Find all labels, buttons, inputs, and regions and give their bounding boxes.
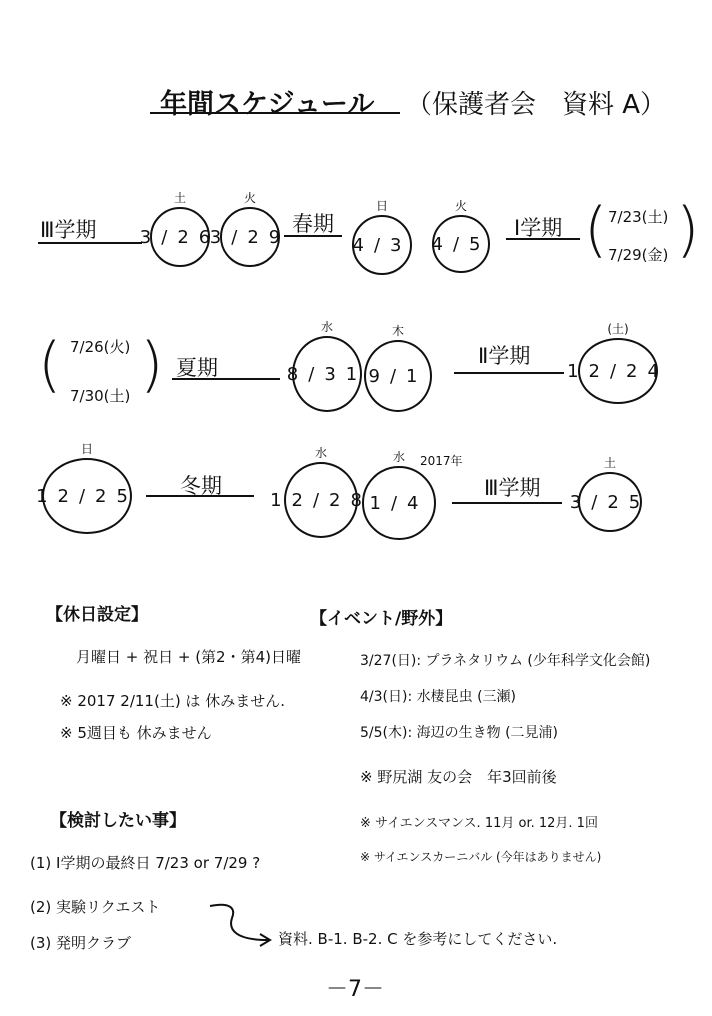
date-value: 4/3 (352, 234, 412, 256)
reference-note: 資料. B-1. B-2. C を参考にしてください. (278, 930, 558, 948)
discussion-heading: 【検討したい事】 (50, 811, 186, 831)
term-label: 夏期 (176, 356, 218, 380)
date-circle (209, 191, 291, 267)
discussion-item: (3) 発明クラブ (30, 934, 132, 952)
date-circle (431, 199, 491, 273)
event-item: 3/27(日): プラネタリウム (少年科学文化会館) (360, 653, 651, 669)
date-value: 3/25 (569, 491, 651, 513)
range-paren-right: ) (676, 195, 700, 265)
page-title: 年間スケジュール (160, 89, 375, 120)
date-circle (139, 191, 221, 267)
term-line (454, 372, 564, 374)
date-value: 1/4 (369, 492, 429, 514)
term-line (506, 238, 580, 240)
year-note: 2017年 (420, 454, 463, 468)
date-circle (362, 450, 436, 540)
weekday-label: 水 (320, 320, 333, 334)
date-circle (352, 199, 412, 275)
term-line (284, 235, 342, 237)
range-end-date: 7/29(金) (608, 246, 669, 264)
range-start-date: 7/26(火) (70, 338, 131, 356)
date-value: 3/26 (139, 226, 221, 248)
term-label: Ⅲ学期 (40, 218, 97, 242)
date-value: 12/28 (270, 489, 372, 511)
discussion-item: (1) Ⅰ学期の最終日 7/23 or 7/29 ? (30, 854, 261, 872)
date-value: 3/29 (209, 226, 291, 248)
weekday-label: 水 (392, 450, 405, 464)
term-label: 冬期 (180, 474, 222, 498)
range-end-date: 7/30(土) (70, 387, 131, 405)
page-number: －7－ (326, 977, 384, 1002)
term-line (172, 378, 280, 380)
range-paren-left: ( (38, 330, 62, 400)
event-item: ※ サイエンスマンス. 11月 or. 12月. 1回 (360, 816, 598, 831)
weekday-label: 木 (391, 324, 404, 338)
date-circle (286, 320, 368, 412)
weekday-label: 土 (173, 191, 186, 205)
term-label: Ⅰ学期 (514, 216, 563, 240)
holiday-note: ※ 2017 2/11(土) は 休みません. (60, 692, 285, 710)
date-value: 12/25 (36, 485, 138, 507)
event-item: 5/5(木): 海辺の生き物 (二見浦) (360, 725, 558, 741)
weekday-label: (土) (607, 322, 629, 336)
weekday-label: 日 (375, 199, 388, 213)
date-value: 12/24 (567, 360, 669, 382)
page-subtitle: （保護者会 資料 A） (406, 90, 667, 120)
discussion-item: (2) 実験リクエスト (30, 898, 161, 916)
weekday-label: 日 (80, 442, 93, 456)
date-circle (364, 324, 432, 412)
term-line (452, 502, 562, 504)
date-value: 9/1 (368, 365, 428, 387)
title-underline (150, 112, 400, 114)
range-start-date: 7/23(土) (608, 208, 669, 226)
date-circle (569, 456, 651, 532)
term-line (38, 242, 142, 244)
weekday-label: 火 (243, 191, 256, 205)
weekday-label: 火 (454, 199, 467, 213)
range-paren-right: ) (140, 330, 164, 400)
date-value: 8/31 (286, 363, 368, 385)
holiday-heading: 【休日設定】 (46, 605, 148, 625)
holiday-note: ※ 5週目も 休みません (60, 724, 212, 742)
weekday-label: 土 (603, 456, 616, 470)
events-heading: 【イベント/野外】 (310, 609, 453, 629)
arrow-icon (206, 900, 276, 950)
term-label: 春期 (292, 212, 334, 236)
weekday-label: 水 (314, 446, 327, 460)
event-item: 4/3(日): 水棲昆虫 (三瀬) (360, 689, 516, 705)
date-circle (270, 446, 372, 538)
event-item: ※ サイエンスカーニバル (今年はありません) (360, 850, 602, 864)
term-label: Ⅲ学期 (484, 476, 541, 500)
holiday-rule: 月曜日 + 祝日 + (第2・第4)日曜 (76, 648, 302, 666)
range-paren-left: ( (584, 195, 608, 265)
date-circle (36, 442, 138, 534)
term-line (146, 495, 254, 497)
date-value: 4/5 (431, 233, 491, 255)
date-circle (567, 322, 669, 404)
term-label: Ⅱ学期 (478, 344, 531, 368)
event-item: ※ 野尻湖 友の会 年3回前後 (360, 768, 557, 786)
